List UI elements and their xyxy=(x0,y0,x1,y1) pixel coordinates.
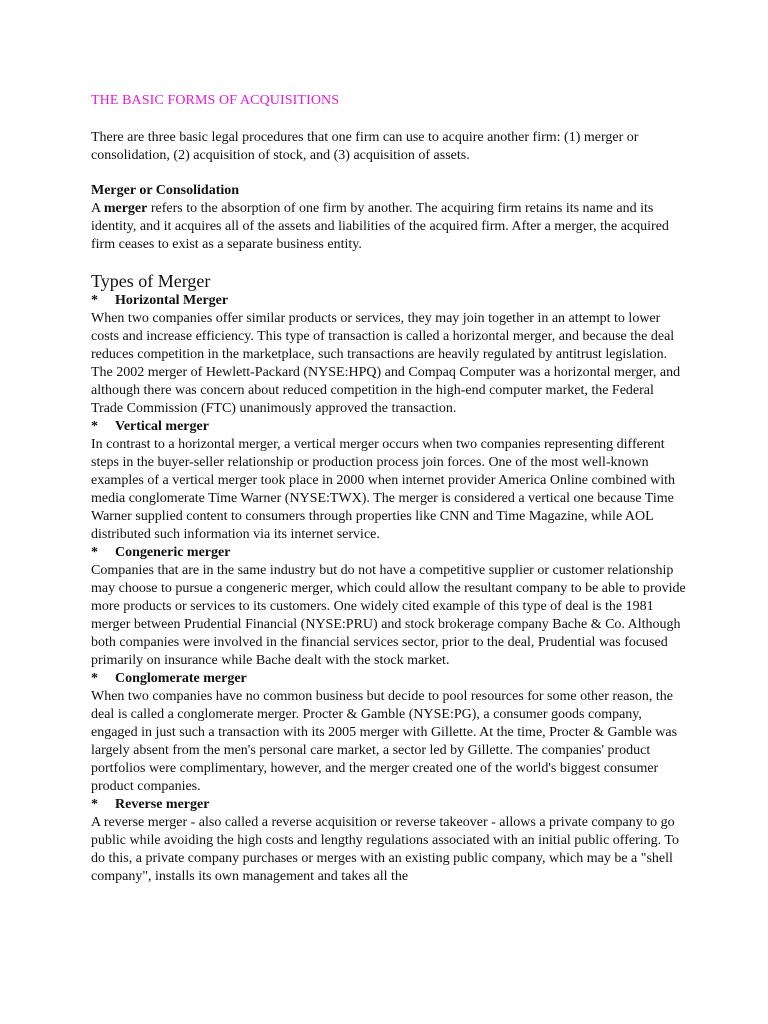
merger-type-heading xyxy=(91,670,688,688)
merger-type-item xyxy=(91,796,688,886)
merger-type-title: Vertical merger xyxy=(115,419,209,434)
merger-type-text: When two companies offer similar products or services, they may join together in an attempt to lower costs and increase efficiency. This type of transaction is called a horizontal merger, and because the deal reduces competition in the marketplace, such transactions are heavily regulated by antitrust legislation. The 2002 merger of Hewlett-Packard (NYSE:HPQ) and Compaq Computer was a horizontal merger, and although there was concern about reduced competition in the high-end computer market, the Federal Trade Commission (FTC) unanimously approved the transaction. xyxy=(91,311,681,416)
merger-type-title: Congeneric merger xyxy=(115,545,231,560)
merger-type-text: In contrast to a horizontal merger, a vertical merger occurs when two companies representing different steps in the buyer-seller relationship or production process join forces. One of the most well-known examples of a vertical merger took place in 2000 when internet provider America Online combined with media conglomerate Time Warner (NYSE:TWX). The merger is considered a vertical one because Time Warner supplied content to consumers through properties like CNN and Time Magazine, while AOL distributed such information via its internet service. xyxy=(91,437,676,542)
merger-type-heading xyxy=(91,544,688,562)
merger-section-heading: Merger or Consolidation xyxy=(91,183,240,198)
merger-definition-paragraph xyxy=(91,200,688,254)
merger-type-item xyxy=(91,670,688,796)
merger-type-text: Companies that are in the same industry but do not have a competitive supplier or customer relationship may choose to pursue a congeneric merger, which could allow the resultant company to be able to provide more products or services to its customers. One widely cited example of this type of deal is the 1981 merger between Prudential Financial (NYSE:PRU) and stock brokerage company Bache & Co. Although both companies were involved in the financial services sector, prior to the deal, Prudential was focused primarily on insurance while Bache dealt with the stock market. xyxy=(91,563,686,668)
merger-para-rest: refers to the absorption of one firm by another. The acquiring firm retains its name and its identity, and it acquires all of the assets and liabilities of the acquired firm. After a merger, the acquired firm ceases to exist as a separate business entity. xyxy=(91,201,669,252)
bullet-star-icon: * xyxy=(91,671,98,686)
merger-type-item xyxy=(91,418,688,544)
bottom-fade-overlay xyxy=(0,934,768,1024)
intro-paragraph: There are three basic legal procedures that one firm can use to acquire another firm: (1) merger or consolidation, (2) acquisition of stock, and (3) acquisition of assets. xyxy=(91,130,639,163)
merger-type-title: Conglomerate merger xyxy=(115,671,247,686)
bullet-star-icon: * xyxy=(91,797,98,812)
merger-type-text: When two companies have no common business but decide to pool resources for some other reason, the deal is called a conglomerate merger. Procter & Gamble (NYSE:PG), a consumer goods company, engaged in just such a transaction with its 2005 merger with Gillette. At the time, Procter & Gamble was largely absent from the men's personal care market, a sector led by Gillette. The companies' product portfolios were complimentary, however, and the merger created one of the world's biggest consumer product companies. xyxy=(91,689,678,794)
bullet-star-icon: * xyxy=(91,545,98,560)
merger-type-item xyxy=(91,544,688,670)
merger-type-item xyxy=(91,292,688,418)
merger-type-title: Horizontal Merger xyxy=(115,293,229,308)
bullet-star-icon: * xyxy=(91,293,98,308)
document-body xyxy=(91,92,688,886)
merger-para-prefix: A xyxy=(91,201,104,216)
merger-term: merger xyxy=(103,201,148,216)
merger-type-heading xyxy=(91,418,688,436)
types-of-merger-heading: Types of Merger xyxy=(91,271,211,291)
merger-type-heading xyxy=(91,796,688,814)
merger-type-text: A reverse merger - also called a reverse acquisition or reverse takeover - allows a private company to go public while avoiding the high costs and lengthy regulations associated with an initial public offering. To do this, a private company purchases or merges with an existing public company, which may be a "shell company", installs its own management and takes all the xyxy=(91,815,679,884)
document-title: THE BASIC FORMS OF ACQUISITIONS xyxy=(91,93,340,108)
merger-type-heading xyxy=(91,292,688,310)
merger-type-title: Reverse merger xyxy=(115,797,210,812)
bullet-star-icon: * xyxy=(91,419,98,434)
